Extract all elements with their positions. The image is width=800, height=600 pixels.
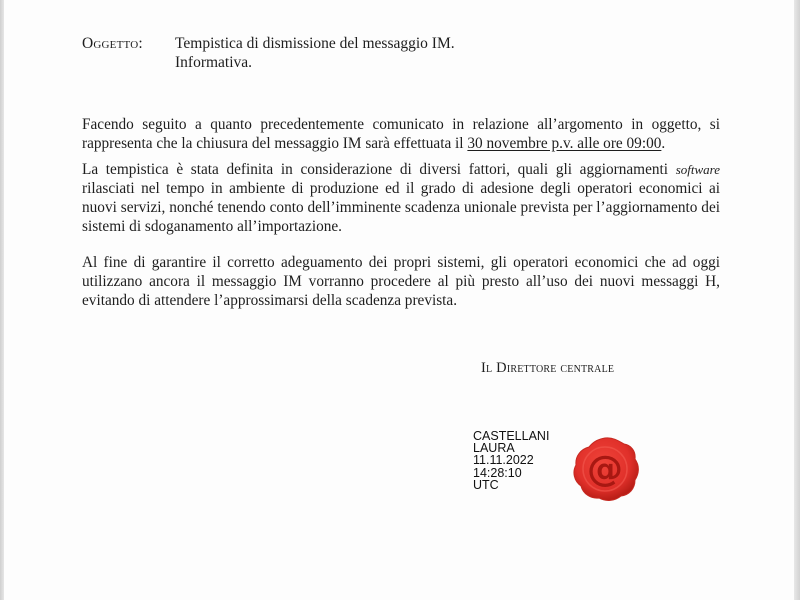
subject-block <box>82 34 455 72</box>
software-term: software <box>675 162 720 177</box>
signature-date: 11.11.2022 <box>473 453 534 468</box>
paragraph-2-text-start: La tempistica è stata definita in considerazione di diversi fattori, quali gli aggiornamenti <box>82 161 676 178</box>
paragraph-3-text: Al fine di garantire il corretto adeguamento dei propri sistemi, gli operatori economici che ad oggi utilizzano ancora il messaggio IM vorranno procedere al più presto all’uso dei nuovi messaggi H, evitando di attendere l’approssimarsi della scadenza prevista. <box>82 254 720 309</box>
paragraph-2-text-end: rilasciati nel tempo in ambiente di produzione ed il grado di adesione degli operatori economici ai nuovi servizi, nonché tenendo conto dell’imminente scadenza unionale prevista per l’aggiornamento dei sistemi di sdoganamento all’importazione. <box>82 180 720 235</box>
digital-signature-stamp <box>473 430 549 491</box>
subject-label: Oggetto: <box>82 35 143 52</box>
page-edge-right <box>794 0 800 600</box>
svg-text:@: @ <box>587 449 623 490</box>
signer-name: LAURA <box>473 441 515 456</box>
paragraph-1 <box>82 115 720 153</box>
subject-line-2: Informativa. <box>175 54 253 71</box>
subject-text <box>175 34 455 72</box>
paragraph-1-end: . <box>661 135 666 152</box>
signature-title: Il Direttore centrale <box>481 360 615 376</box>
paragraph-2 <box>82 160 720 236</box>
subject-line-1: Tempistica di dismissione del messaggio IM. <box>175 35 455 52</box>
paragraph-3 <box>82 253 720 310</box>
signer-surname: CASTELLANI <box>473 429 550 443</box>
red-wax-seal-at-sign-icon <box>569 435 641 503</box>
signature-timezone: UTC <box>473 477 499 492</box>
page-edge-left <box>0 0 4 600</box>
signature-time: 14:28:10 <box>473 465 522 480</box>
closure-date: 30 novembre p.v. alle ore 09:00 <box>467 135 662 152</box>
paragraph-1-text: Facendo seguito a quanto precedentemente comunicato in relazione all’argomento in oggetto, si rappresenta che la chiusura del messaggio IM sarà effettuata il <box>82 116 720 152</box>
